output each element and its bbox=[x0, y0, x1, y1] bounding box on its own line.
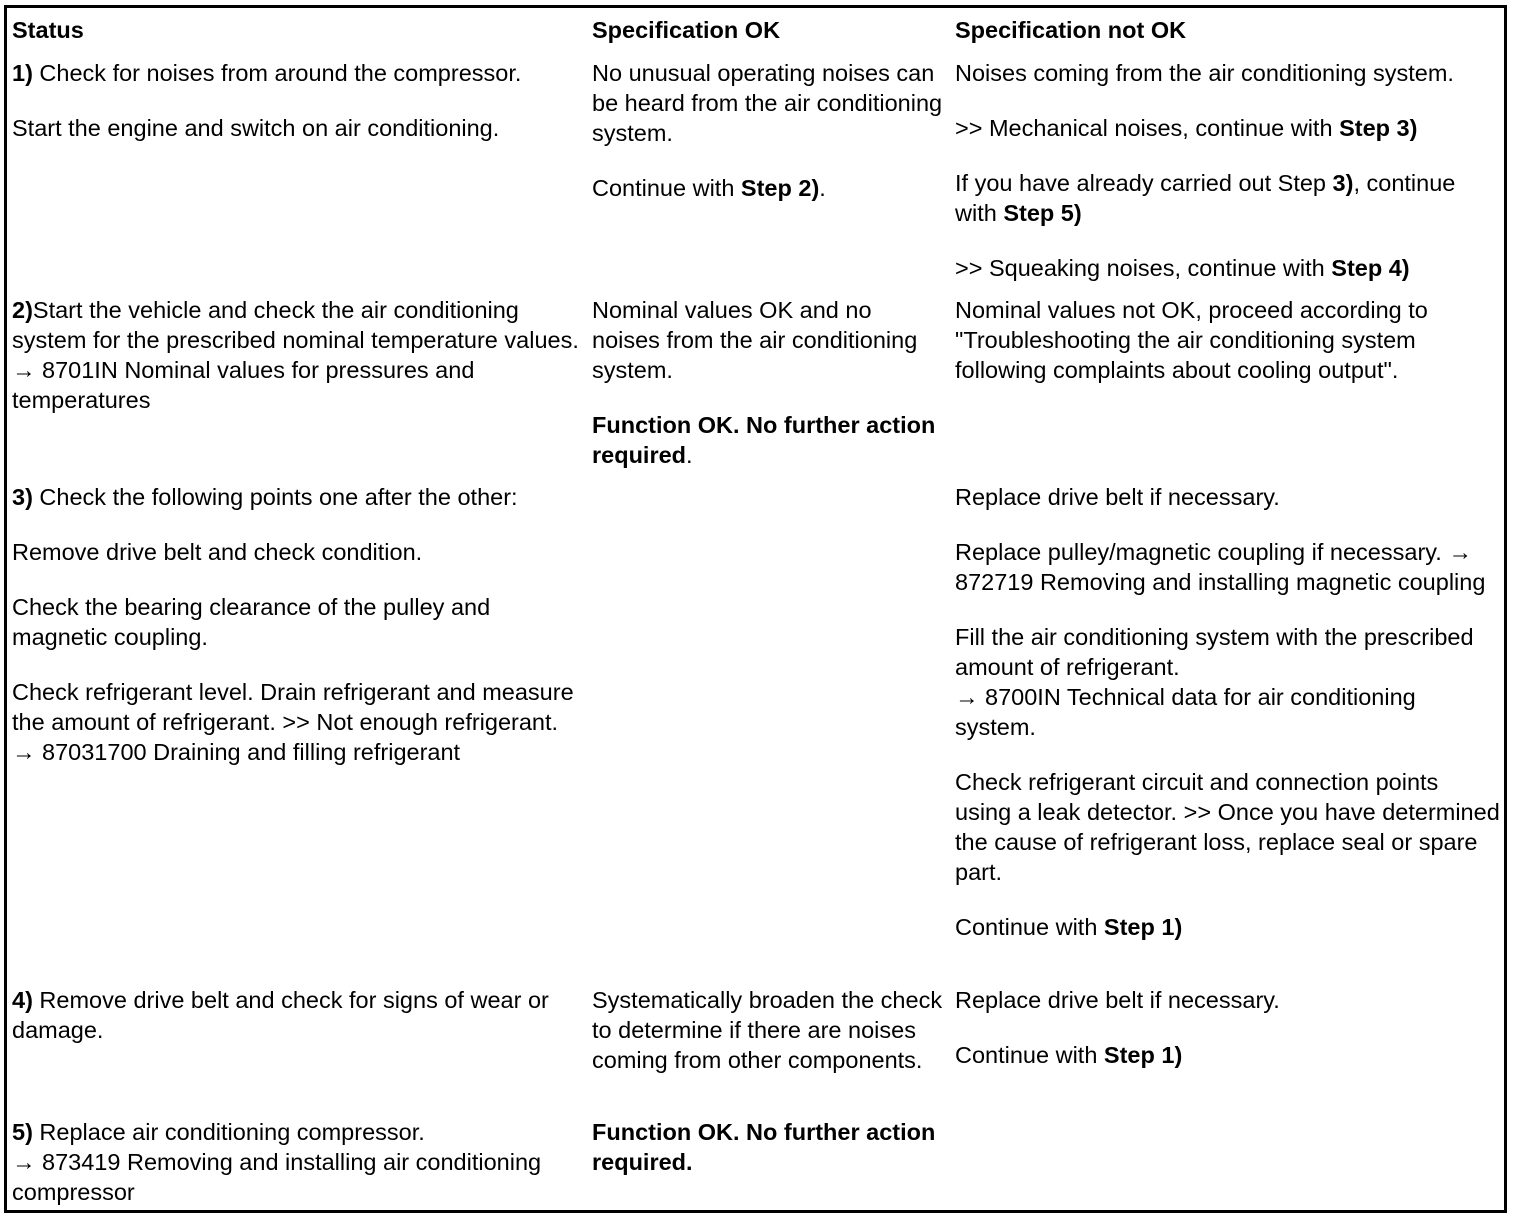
row5-status-p1: 5) Replace air conditioning compressor. → 873419 Removing and installing air conditioning compressor bbox=[12, 1119, 542, 1205]
table-grid bbox=[7, 8, 1504, 1210]
row5-ok bbox=[592, 1117, 944, 1177]
row1-ok bbox=[592, 58, 944, 203]
row2-ok-p1: Nominal values OK and no noises from the air conditioning system. bbox=[592, 297, 918, 383]
row3-status-p3: Check the bearing clearance of the pulley and magnetic coupling. bbox=[12, 594, 491, 650]
row3-notok-p3: Fill the air conditioning system with the prescribed amount of refrigerant. → 8700IN Technical data for air conditioning system. bbox=[955, 624, 1474, 740]
row1-notok-p1: Noises coming from the air conditioning system. bbox=[955, 60, 1454, 86]
row4-status-p1: 4) Remove drive belt and check for signs of wear or damage. bbox=[12, 987, 549, 1043]
row4-ok bbox=[592, 985, 944, 1075]
row3-notok-p1: Replace drive belt if necessary. bbox=[955, 484, 1280, 510]
header-spec-not-ok: Specification not OK bbox=[955, 17, 1187, 43]
row3-notok-p5: Continue with Step 1) bbox=[955, 914, 1183, 940]
row1-notok-p2: >> Mechanical noises, continue with Step 3) bbox=[955, 115, 1418, 141]
row2-ok-p2: Function OK. No further action required. bbox=[592, 412, 936, 468]
header-spec-ok: Specification OK bbox=[592, 17, 781, 43]
row3-notok-p4: Check refrigerant circuit and connection points using a leak detector. >> Once you have determined the cause of refrigerant loss, replace seal or spare part. bbox=[955, 769, 1500, 885]
row1-status bbox=[12, 58, 582, 143]
row4-status bbox=[12, 985, 582, 1045]
row1-status-p1: 1) Check for noises from around the compressor. bbox=[12, 60, 522, 86]
row3-status-p1: 3) Check the following points one after the other: bbox=[12, 484, 518, 510]
row2-status bbox=[12, 295, 582, 415]
row1-not-ok bbox=[955, 58, 1501, 283]
row2-ok bbox=[592, 295, 944, 470]
row3-status-p4: Check refrigerant level. Drain refrigerant and measure the amount of refrigerant. >> Not enough refrigerant. → 87031700 Draining and filling refrigerant bbox=[12, 679, 574, 765]
row4-ok-p1: Systematically broaden the check to determine if there are noises coming from other components. bbox=[592, 987, 943, 1073]
row2-notok-p1: Nominal values not OK, proceed according to "Troubleshooting the air conditioning system following complaints about cooling output". bbox=[955, 297, 1428, 383]
row2-not-ok bbox=[955, 295, 1501, 385]
row3-status-p2: Remove drive belt and check condition. bbox=[12, 539, 423, 565]
row3-notok-p2: Replace pulley/magnetic coupling if necessary. → 872719 Removing and installing magnetic coupling bbox=[955, 539, 1486, 595]
row1-notok-p3: If you have already carried out Step 3), continue with Step 5) bbox=[955, 170, 1456, 226]
row5-ok-p1: Function OK. No further action required. bbox=[592, 1119, 936, 1175]
row4-not-ok bbox=[955, 985, 1501, 1070]
row2-status-p1: 2)Start the vehicle and check the air conditioning system for the prescribed nominal temperature values. → 8701IN Nominal values for pressures and temperatures bbox=[12, 297, 579, 413]
row5-status bbox=[12, 1117, 582, 1207]
row1-ok-p2: Continue with Step 2). bbox=[592, 175, 826, 201]
row3-status bbox=[12, 482, 582, 767]
spec-table bbox=[4, 5, 1507, 1213]
row4-notok-p1: Replace drive belt if necessary. bbox=[955, 987, 1280, 1013]
row1-status-p2: Start the engine and switch on air conditioning. bbox=[12, 115, 500, 141]
row1-notok-p4: >> Squeaking noises, continue with Step 4) bbox=[955, 255, 1410, 281]
header-status: Status bbox=[12, 17, 84, 43]
row4-notok-p2: Continue with Step 1) bbox=[955, 1042, 1183, 1068]
row1-ok-p1: No unusual operating noises can be heard from the air conditioning system. bbox=[592, 60, 943, 146]
row3-not-ok bbox=[955, 482, 1501, 942]
